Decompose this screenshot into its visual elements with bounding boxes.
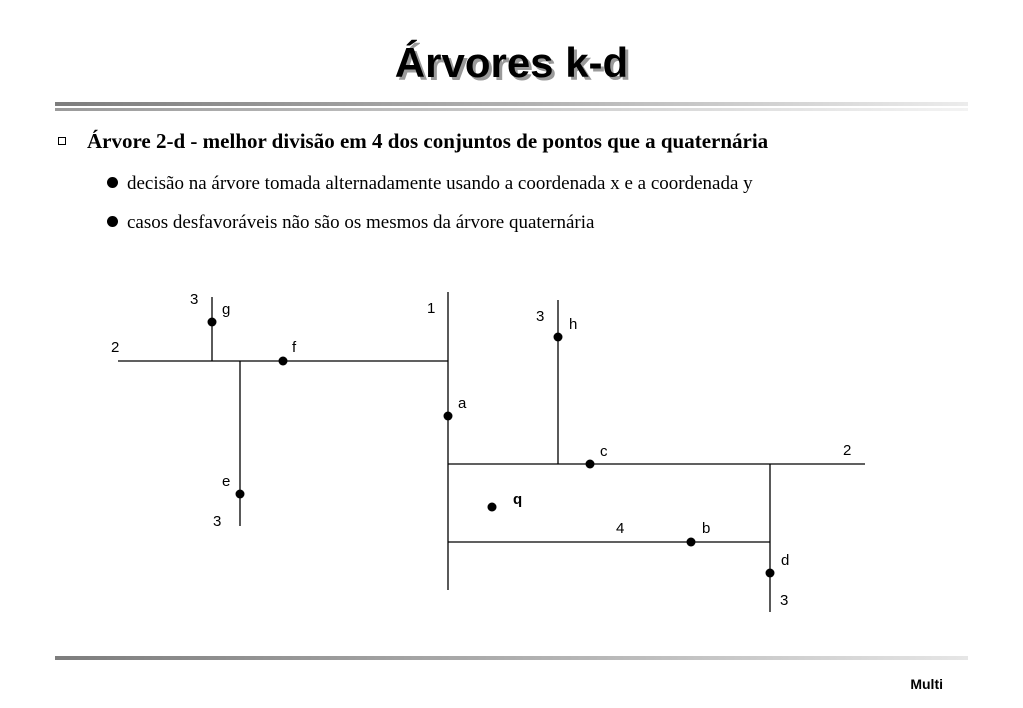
point-label: d [781, 552, 790, 569]
split-label: 1 [427, 300, 436, 317]
point-label: h [569, 316, 578, 333]
point-q [488, 503, 497, 512]
point-f [279, 357, 288, 366]
point-label: q [513, 491, 523, 508]
point-a [444, 412, 453, 421]
point-label: c [600, 443, 608, 460]
split-label: 4 [616, 520, 625, 537]
point-label: b [702, 520, 711, 537]
point-e [236, 490, 245, 499]
point-g [208, 318, 217, 327]
point-label: f [292, 339, 297, 356]
bullet-sub-2: casos desfavoráveis não são os mesmos da árvore quaternária [127, 212, 595, 233]
footer-label: Multi [910, 676, 943, 692]
point-label: e [222, 473, 231, 490]
point-label: g [222, 301, 231, 318]
point-c [586, 460, 595, 469]
split-label: 2 [843, 442, 852, 459]
split-label: 2 [111, 339, 120, 356]
split-label: 3 [190, 291, 199, 308]
split-label: 3 [213, 513, 222, 530]
point-h [554, 333, 563, 342]
point-b [687, 538, 696, 547]
bullet-sub-1: decisão na árvore tomada alternadamente usando a coordenada x e a coordenada y [127, 173, 753, 194]
bullet-main: Árvore 2-d - melhor divisão em 4 dos conjuntos de pontos que a quaternária [87, 129, 769, 153]
point-d [766, 569, 775, 578]
point-label: a [458, 395, 467, 412]
split-label: 3 [536, 308, 545, 325]
split-label: 3 [780, 592, 789, 609]
split-lines [118, 292, 865, 612]
slide-title: Árvores k-d [394, 39, 629, 86]
footer-divider [55, 656, 968, 660]
